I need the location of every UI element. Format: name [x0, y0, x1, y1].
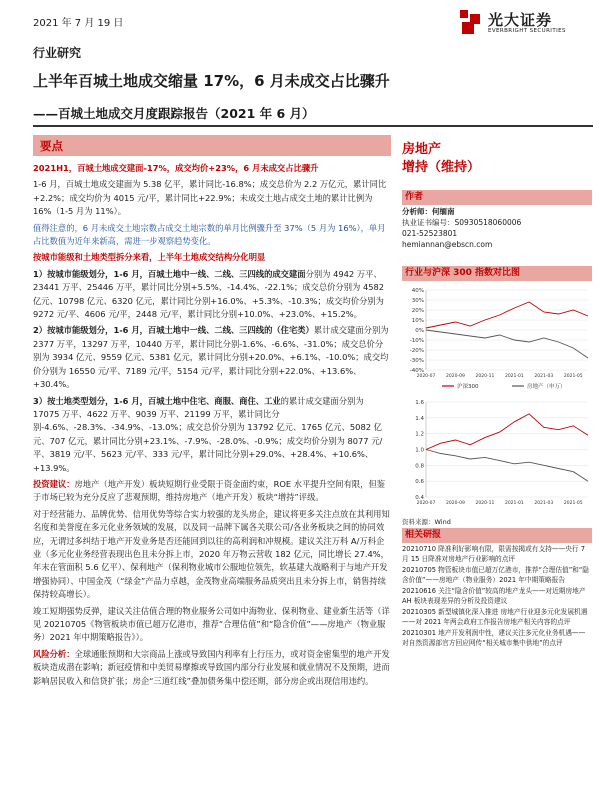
bottom-panel-series-line-1 [426, 414, 588, 450]
top-panel-y-tick-label: 0% [415, 328, 424, 334]
top-panel-y-tick-label: 20% [411, 308, 424, 314]
top-panel-y-tick-label: -10% [409, 338, 424, 344]
report-category: 行业研究 [33, 46, 82, 60]
bottom-panel-x-tick-label: 2021-03 [534, 501, 554, 506]
top-panel-y-tick-label: 10% [411, 318, 424, 324]
related-reports-header: 相关研报 [402, 528, 592, 543]
top-panel-x-tick-label: 2020-09 [446, 374, 465, 379]
item-city-tier-lead: 1）按城市能级划分，1-6 月，百城土地中一线、二线、三四线的成交建面 [33, 268, 306, 279]
item-land-type-body: 的累计成交建面分别为 17075 万平、4622 万平、9039 万平、21199 万平，累计同比分别-4.6%、-28.3%、-34.9%、-13.0%；成交总价分别为 13792 亿元、1765 亿元、5082 亿元、707 亿元，累计同比分别+23.1%、-7.9%、-28.0%、-0.9%；成交均价分别为 8077 元/平、3819 元/平、5623 元/平、333 元/平，累计同比分别+29.0%、+28.4%、+10.6%、+13.9%。 [33, 395, 383, 473]
bottom-panel-y-tick-label: 0.6 [415, 479, 424, 486]
top-panel-series-line-1 [426, 302, 588, 328]
index-comparison-chart [402, 284, 592, 514]
bottom-panel-y-tick-label: 0.4 [415, 495, 424, 501]
bottom-panel-y-tick-label: 0.8 [415, 463, 424, 470]
related-report-item[interactable]: 20210705 物管板块市值已超万亿港市，推荐“合理估值”和“隐含价值”——房地产（物业服务）2021 年中期策略报告 [402, 566, 589, 584]
investment-advice-body: 房地产（地产开发）板块短期行业受限于资金面约束，ROE 水平提升空间有限，但鉴于市场已较为充分反应了悲观预期，维持房地产（地产开发）板块“增持”评级。 [33, 478, 386, 503]
highlight-heading-2: 按城市能级和土地类型拆分来看，上半年土地成交结构分化明显 [33, 252, 266, 263]
related-report-item[interactable]: 20210301 地产开发利润中性，建议关注多元化业务机遇——对自然资源部官方回应网传“相关城市集中供地”的点评 [402, 629, 586, 647]
top-panel-y-tick-label: 30% [411, 298, 424, 304]
analyst-cert: 执业证书编号：S0930518060006 [402, 218, 522, 227]
analyst-name: 分析师：何缅南 [402, 207, 455, 216]
bottom-panel-x-tick-label: 2020-11 [475, 501, 495, 506]
bottom-panel-y-tick-label: 1.2 [415, 431, 424, 438]
item-land-type-lead: 3）按土地类型划分，1-6 月，百城土地中住宅、商服、商住、工业 [33, 395, 281, 406]
legend-label: 沪深300 [457, 384, 479, 390]
analyst-email[interactable]: hemiannan@ebscn.com [402, 240, 493, 249]
risk-analysis [33, 648, 391, 688]
report-subtitle: ——百城土地成交月度跟踪报告（2021 年 6 月） [33, 106, 315, 121]
bottom-panel-y-tick-label: 1.4 [415, 415, 424, 422]
report-date: 2021 年 7 月 19 日 [33, 18, 124, 29]
top-panel-y-tick-label: 40% [411, 288, 424, 294]
keypoints-header-bar [33, 135, 391, 156]
related-report-item[interactable]: 20210710 降准利好影响有限，限需按揭或有支持——央行 7 月 15 日降准对房地产行业影响的点评 [402, 545, 585, 563]
top-panel-x-tick-label: 2021-03 [534, 374, 554, 379]
item-city-tier-body: 分别为 4942 万平、23441 万平、25446 万平，累计同比分别+5.5%、-14.4%、-22.1%；成交总价分别为 4582 亿元、10798 亿元、6320 亿元，累计同比分别+16.0%、+5.3%、-10.3%；成交均价分别为 9272 元/平、4606 元/平，2448 元/平，累计同比分别+10.0%、+23.0%、+15.2%。 [33, 268, 385, 320]
bottom-panel-y-tick-label: 1.0 [415, 447, 424, 454]
top-panel-x-tick-label: 2020-11 [475, 374, 495, 379]
paragraph-leaders: 对于经营能力、品牌优势、信用优势等综合实力较强的龙头房企，建议将更多关注点放在其利用知名度和美誉度在多元化业务领域的发展，以及同一品牌下属各关联公司/各业务板块之间的协同效应，无谓过多纠结于地产开发业务是否还能回到以往的高利润和冲规模。建议关注万科 A/万科企业（多元化业务经营表现出色且未分拆上市，2020 年万物云营收 182 亿元，同比增长 27.4%，年末在管面积 5.6 亿平）、保利地产（保利物业城市公服地位领先，软基建大战略利于与地产开发增强协同）、中国金茂（“绿金”产品力卓越，金茂物业高端服务品质突出且未分拆上市，销售持续保持较高增长）。 [33, 508, 390, 600]
investment-advice-lead: 投资建议： [33, 478, 75, 489]
chart-source: 资料来源：Wind [402, 518, 451, 526]
main-content [33, 162, 391, 691]
brand-logo [458, 8, 588, 38]
top-panel-series-line-2 [426, 330, 588, 358]
legend-label: 房地产（申万） [527, 384, 566, 390]
item-land-type [33, 395, 391, 475]
item-residential-lead: 2）按城市能级划分，1-6 月，百城土地中一线、二线、三四线的（住宅类） [33, 325, 314, 336]
logo-chinese-name: 光大证券 [488, 11, 553, 29]
top-panel-x-tick-label: 2021-05 [563, 374, 583, 379]
investment-advice [33, 478, 391, 505]
top-panel-y-tick-label: -20% [409, 348, 424, 354]
item-city-tier-residential [33, 324, 391, 391]
chart-header: 行业与沪深 300 指数对比图 [402, 266, 592, 281]
report-title: 上半年百城土地成交缩量 17%，6 月未成交占比骤升 [33, 72, 390, 90]
item-residential-body: 累计成交建面分别为 2377 万平，13297 万平，10440 万平，累计同比分别-1.6%、-6.6%、-31.0%；成交总价分别为 3934 亿元、9559 亿元、5381 亿元，累计同比分别+20.0%、+6.1%、-10.0%；成交均价分别为 16550 元/平、7189 元/平，5154 元/平，累计同比分别+22.0%、+13.6%、+30.4%。 [33, 325, 389, 390]
bottom-panel-x-tick-label: 2020-09 [446, 501, 465, 506]
analyst-phone: 021-52523801 [402, 229, 458, 238]
top-panel-x-tick-label: 2020-07 [416, 374, 436, 379]
top-panel-y-tick-label: -30% [409, 358, 424, 364]
related-reports-list [402, 545, 590, 650]
author-header: 作者 [402, 190, 592, 205]
logo-english-name: EVERBRIGHT SECURITIES [488, 28, 566, 34]
bottom-panel-y-tick-label: 1.6 [415, 400, 424, 406]
bottom-panel-x-tick-label: 2020-07 [416, 501, 436, 506]
top-panel-x-tick-label: 2021-01 [504, 374, 524, 379]
keypoints-label: 要点 [40, 139, 63, 153]
paragraph-property-services: 竣工短期强势反弹，建议关注估值合理的物业服务公司如中海物业、保利物业、建业新生活等（详见 20210705《物管板块市值已超万亿港市，推荐“合理估值”和“隐含价值”——房地产（物业服务）2021 年中期策略报告》）。 [33, 605, 390, 643]
paragraph-summary: 1-6 月，百城土地成交建面为 5.38 亿平，累计同比-16.8%；成交总价为 2.2 万亿元，累计同比+2.2%；成交均价为 4015 元/平，累计同比+22.9%；未成交土地占成交土地的累计比例为 16%（1-5 月为 11%）。 [33, 179, 387, 217]
bottom-panel-x-tick-label: 2021-05 [563, 501, 583, 506]
bottom-panel-x-tick-label: 2021-01 [504, 501, 524, 506]
related-report-item[interactable]: 20210305 新型城镇化深入推进 房地产行业迎多元化发展机遇——对 2021 年两会政府工作报告房地产相关内容的点评 [402, 608, 588, 626]
paragraph-note: 值得注意的，6 月未成交土地宗数占成交土地宗数的单月比例骤升至 37%（5 月为 16%），单月占比数值为近年来新高，需进一步观察趋势变化。 [33, 222, 386, 247]
top-panel-y-tick-label: -40% [409, 368, 424, 374]
title-divider [33, 125, 593, 127]
rating: 增持（维持） [402, 160, 481, 175]
related-report-item[interactable]: 20210616 关注“隐含价值”较高的地产龙头——对近期房地产 AH 板块表现差异的分析及投资建议 [402, 587, 586, 605]
analyst-info [402, 206, 592, 250]
everbright-logo-icon [458, 8, 482, 36]
item-city-tier [33, 268, 391, 322]
risk-analysis-lead: 风险分析： [33, 648, 75, 659]
sector-name: 房地产 [402, 142, 442, 157]
risk-analysis-body: 全球通胀预期和大宗商品上涨或导致国内利率有上行压力，或对资金密集型的地产开发板块造成潜在影响；新冠疫情和中美贸易摩擦或导致国内部分行业发展和就业情况不及预期，进而影响居民收入和信贷扩张；房企“三道红线”叠加债务集中偿还期，部分房企或出现信用违约。 [33, 648, 390, 686]
highlight-heading-1: 2021H1，百城土地成交建面-17%，成交均价+23%，6 月未成交占比骤升 [33, 163, 319, 173]
